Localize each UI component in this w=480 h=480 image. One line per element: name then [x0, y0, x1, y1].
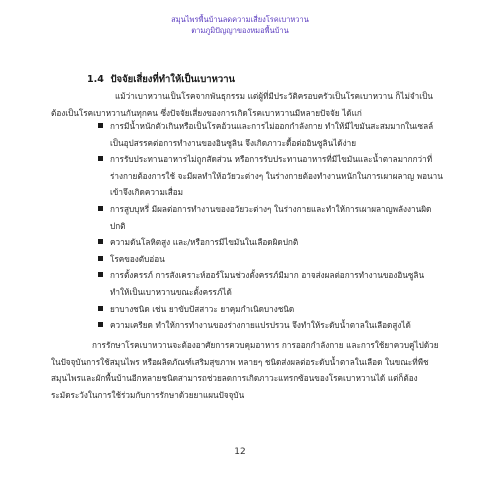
header-line-2: ตามภูมิปัญญาของหมอพื้นบ้าน [191, 26, 289, 35]
list-item [98, 301, 443, 318]
section-number: 1.4 [87, 74, 104, 85]
bullet-square-icon [98, 272, 103, 277]
list-item [98, 118, 443, 151]
risk-factor-list [98, 118, 443, 334]
bullet-square-icon [98, 306, 103, 311]
bullet-square-icon [98, 322, 103, 327]
list-item [98, 201, 443, 234]
section-heading [87, 72, 235, 87]
intro-paragraph: แม้ว่าเบาหวานเป็นโรคจากพันธุกรรม แต่ผู้ที่มีประวัติครอบครัวเป็นโรคเบาหวาน ก็ไม่จำเป็นต้องเป็นโรคเบาหวานกันทุกคน ซึ่งปัจจัยเสี่ยงของการเกิดโรคเบาหวานมีหลายปัจจัย ได้แก่ [51, 91, 433, 118]
list-item-text: การสูบบุหรี่ มีผลต่อการทำงานของอวัยวะต่างๆ ในร่างกายและทำให้การเผาผลาญพลังงานผิดปกติ [110, 203, 432, 231]
running-header [0, 14, 480, 36]
list-item [98, 234, 443, 251]
list-item [98, 317, 443, 334]
closing-paragraph: การรักษาโรคเบาหวานจะต้องอาศัยการควบคุมอาหาร การออกกำลังกาย และการใช้ยาควบคู่ไปด้วย ในปัจจุบันการใช้สมุนไพร หรือผลิตภัณฑ์เสริมสุขภาพ หลายๆ ชนิดส่งผลต่อระดับน้ำตาลในเลือด ในขณะที่พืชสมุนไพรและผักพื้นบ้านอีกหลายชนิดสามารถช่วยลดการเกิดภาวะแทรกซ้อนของโรคเบาหวานได้ แต่ก็ต้องระมัดระวังในการใช้ร่วมกับการรักษาด้วยยาแผนปัจจุบัน [51, 340, 439, 400]
list-item-text: ความเครียด ทำให้การทำงานของร่างกายแปรปรวน จึงทำให้ระดับน้ำตาลในเลือดสูงได้ [110, 320, 411, 331]
list-item-text: การรับประทานอาหารไม่ถูกสัดส่วน หรือการรับประทานอาหารที่มีไขมันและน้ำตาลมากกว่าที่ร่างกายต้องการใช้ จะมีผลทำให้อวัยวะต่างๆ ในร่างกายต้องทำงานหนักในการเผาผลาญ พอนานเข้าจึงเกิดความเสื่อม [110, 154, 443, 198]
list-item [98, 251, 443, 268]
list-item-text: ความดันโลหิตสูง และ/หรือการมีไขมันในเลือดผิดปกติ [110, 237, 299, 248]
list-item-text: โรคของตับอ่อน [110, 253, 165, 264]
bullet-square-icon [98, 156, 103, 161]
header-line-1: สมุนไพรพื้นบ้านลดความเสี่ยงโรคเบาหวาน [171, 15, 309, 24]
page-number: 12 [234, 447, 246, 457]
bullet-square-icon [98, 256, 103, 261]
bullet-square-icon [98, 123, 103, 128]
list-item-text: ยาบางชนิด เช่น ยาขับปัสสาวะ ยาคุมกำเนิดบางชนิด [110, 303, 295, 314]
bullet-square-icon [98, 239, 103, 244]
list-item-text: การตั้งครรภ์ การสังเคราะห์ฮอร์โมนช่วงตั้งครรภ์มีมาก อาจส่งผลต่อการทำงานของอินซูลิน ทำให้เป็นเบาหวานขณะตั้งครรภ์ได้ [110, 270, 425, 297]
section-title: ปัจจัยเสี่ยงที่ทำให้เป็นเบาหวาน [110, 74, 236, 85]
list-item-text: การมีน้ำหนักตัวเกินหรือเป็นโรคอ้วนและการไม่ออกกำลังกาย ทำให้มีไขมันสะสมมากในเซลล์ เป็นอุปสรรคต่อการทำงานของอินซูลิน จึงเกิดภาวะดื้อต่ออินซูลินได้ง่าย [110, 121, 434, 148]
list-item [98, 151, 443, 201]
list-item [98, 267, 443, 300]
bullet-square-icon [98, 206, 103, 211]
